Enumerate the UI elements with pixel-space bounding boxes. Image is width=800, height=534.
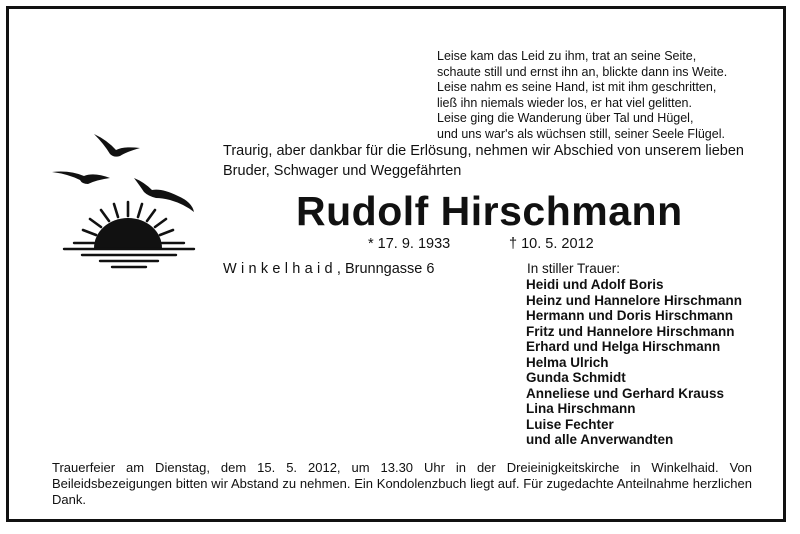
poem-line: Leise ging die Wanderung über Tal und Hügel,: [437, 111, 694, 126]
mourner: Luise Fechter: [526, 416, 614, 432]
poem: [437, 49, 727, 143]
poem-line: und uns war's als wüchsen still, seiner Seele Flügel.: [437, 126, 725, 141]
residence-town: Winkelhaid: [223, 261, 337, 277]
mourner: Erhard und Helga Hirschmann: [526, 339, 721, 354]
mourner: und alle Anverwandten: [526, 432, 674, 447]
mourner: Lina Hirschmann: [526, 401, 636, 416]
poem-line: schaute still und ernst ihn an, blickte dann ins Weite.: [437, 64, 728, 79]
poem-line: Leise nahm es seine Hand, ist mit ihm geschritten,: [437, 80, 717, 95]
seagulls-sunset-icon: [52, 130, 202, 275]
mourners-list: [526, 277, 742, 448]
mourner: Hermann und Doris Hirschmann: [526, 308, 734, 323]
mourner: Anneliese und Gerhard Krauss: [526, 385, 725, 401]
poem-line: Leise kam das Leid zu ihm, trat an seine Seite,: [437, 49, 697, 63]
intro-line: Bruder, Schwager und Weggefährten: [223, 163, 462, 179]
mourner: Fritz und Hannelore Hirschmann: [526, 323, 735, 339]
birth-date: * 17. 9. 1933: [368, 236, 451, 252]
mourner: Heidi und Adolf Boris: [526, 277, 664, 292]
residence-street: , Brunngasse 6: [336, 261, 435, 277]
intro-text: [223, 141, 763, 181]
deceased-name: Rudolf Hirschmann: [296, 188, 683, 234]
mourner: Gunda Schmidt: [526, 370, 626, 385]
mourner: Heinz und Hannelore Hirschmann: [526, 292, 743, 308]
intro-line: Traurig, aber dankbar für die Erlösung, nehmen wir Abschied von unserem lieben: [223, 143, 744, 159]
mourners-label: In stiller Trauer:: [527, 261, 621, 276]
service-notice: Trauerfeier am Dienstag, dem 15. 5. 2012, um 13.30 Uhr in der Dreieinigkeitskirche in Winkelhaid. Von Beileidsbezeigungen bitten wir Abstand zu nehmen. Ein Kondolenzbuch liegt auf. Für zugedachte Anteilnahme herzlichen Dank.: [52, 460, 752, 507]
death-date: † 10. 5. 2012: [509, 236, 594, 252]
mourner: Helma Ulrich: [526, 354, 609, 370]
poem-line: ließ ihn niemals wieder los, er hat viel gelitten.: [437, 95, 692, 110]
residence: [223, 261, 434, 277]
